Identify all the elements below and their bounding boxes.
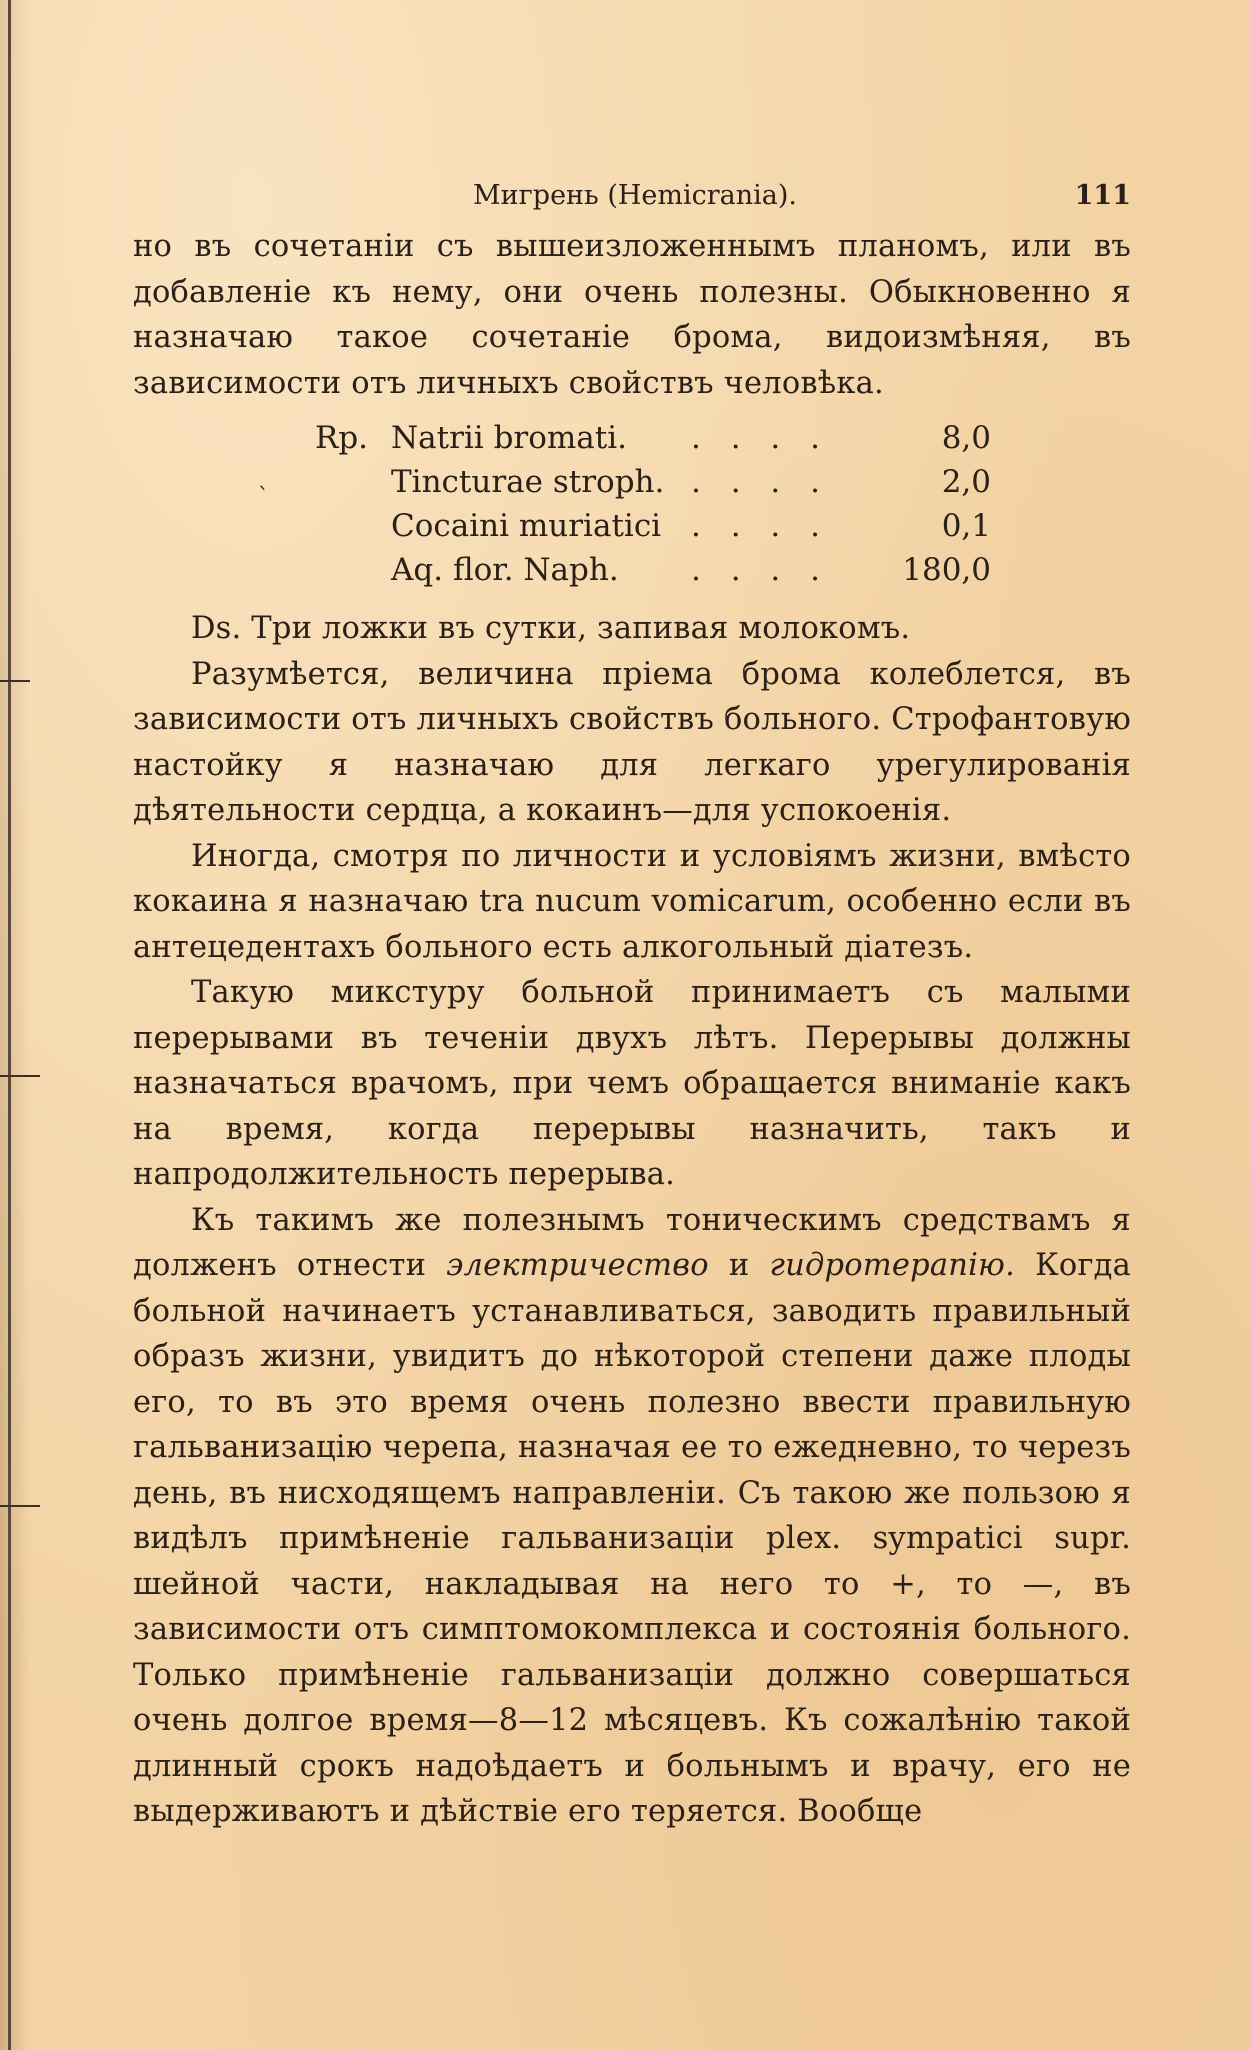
paragraph: но въ сочетаніи съ вышеизложеннымъ планомъ, или въ добавленіе къ нему, они очень полезны. Обыкновенно я назначаю такое сочетаніе брома, видоизмѣняя, въ зависимости отъ личныхъ свойствъ человѣка.	[133, 229, 1131, 401]
recipe-row	[391, 504, 991, 548]
dosage-signature: Ds. Три ложки въ сутки, запивая молокомъ.	[191, 611, 911, 646]
stray-mark: ˋ	[258, 485, 269, 510]
prescription	[133, 416, 1131, 592]
leader-dots: . . . .	[691, 464, 830, 500]
page-number: 111	[1074, 180, 1131, 211]
margin-mark	[0, 1075, 40, 1077]
page-binding-edge	[8, 0, 11, 2050]
ingredient-quantity: 0,1	[941, 508, 991, 544]
text-run: и	[708, 1248, 770, 1283]
ingredient-name: Natrii bromati.	[391, 420, 627, 456]
recipe-row	[391, 460, 991, 504]
paragraph: Иногда, смотря по личности и условіямъ жизни, вмѣсто кокаина я назначаю tra nucum vomicarum, особенно если въ антецедентахъ больного есть алкогольный діатезъ.	[133, 838, 1131, 965]
emphasis-hydrotherapy: гидротерапію.	[769, 1248, 1015, 1283]
recipe-label: Rp.	[315, 420, 369, 456]
ingredient-quantity: 8,0	[941, 420, 991, 456]
paragraph	[133, 1198, 1131, 1835]
paragraph: Такую микстуру больной принимаетъ съ малыми перерывами въ теченіи двухъ лѣтъ. Перерывы должны назначаться врачомъ, при чемъ обращается вниманіе какъ на время, когда перерывы назначить, такъ и напродолжительность перерыва.	[133, 975, 1131, 1192]
margin-mark	[0, 1505, 40, 1507]
book-page	[133, 170, 1131, 1835]
leader-dots: . . . .	[691, 552, 830, 588]
recipe-row	[391, 548, 991, 592]
emphasis-electricity: электричество	[446, 1248, 709, 1283]
ingredient-name: Tincturae stroph.	[391, 464, 665, 500]
recipe-row	[391, 416, 991, 460]
leader-dots: . . . .	[691, 420, 830, 456]
text-run: Къ такимъ же полезнымъ тоническимъ средствамъ я долженъ отнести	[133, 1202, 1131, 1283]
page-header	[133, 170, 1131, 224]
ingredient-quantity: 180,0	[902, 552, 991, 588]
margin-mark	[0, 680, 30, 682]
ingredient-name: Cocaini muriatici	[391, 508, 662, 544]
ingredient-name: Aq. flor. Naph.	[391, 552, 619, 588]
running-title: Мигрень (Hemicrania).	[473, 180, 797, 211]
text-run: Когда больной начинаетъ устанавливаться, заводить правильный образъ жизни, увидитъ до нѣкоторой степени даже плоды его, то въ это время очень полезно ввести правильную гальванизацію черепа, назначая ее то ежедневно, то черезъ день, въ нисходящемъ направленіи. Съ такою же пользою я видѣлъ примѣненіе гальванизаціи plex. sympatici supr. шейной части, накладывая на него то +, то —, въ зависимости отъ симптомокомплекса и состоянія больного. Только примѣненіе гальванизаціи должно совершаться очень долгое время—8—12 мѣсяцевъ. Къ сожалѣнію такой длинный срокъ надоѣдаетъ и больнымъ и врачу, его не выдерживаютъ и дѣйствіе его теряется. Вообще	[133, 1248, 1131, 1829]
ingredient-quantity: 2,0	[941, 464, 991, 500]
leader-dots: . . . .	[691, 508, 830, 544]
paragraph: Разумѣется, величина пріема брома колеблется, въ зависимости отъ личныхъ свойствъ больного. Строфантовую настойку я назначаю для легкаго урегулированія дѣятельности сердца, а кокаинъ—для успокоенія.	[133, 656, 1131, 828]
